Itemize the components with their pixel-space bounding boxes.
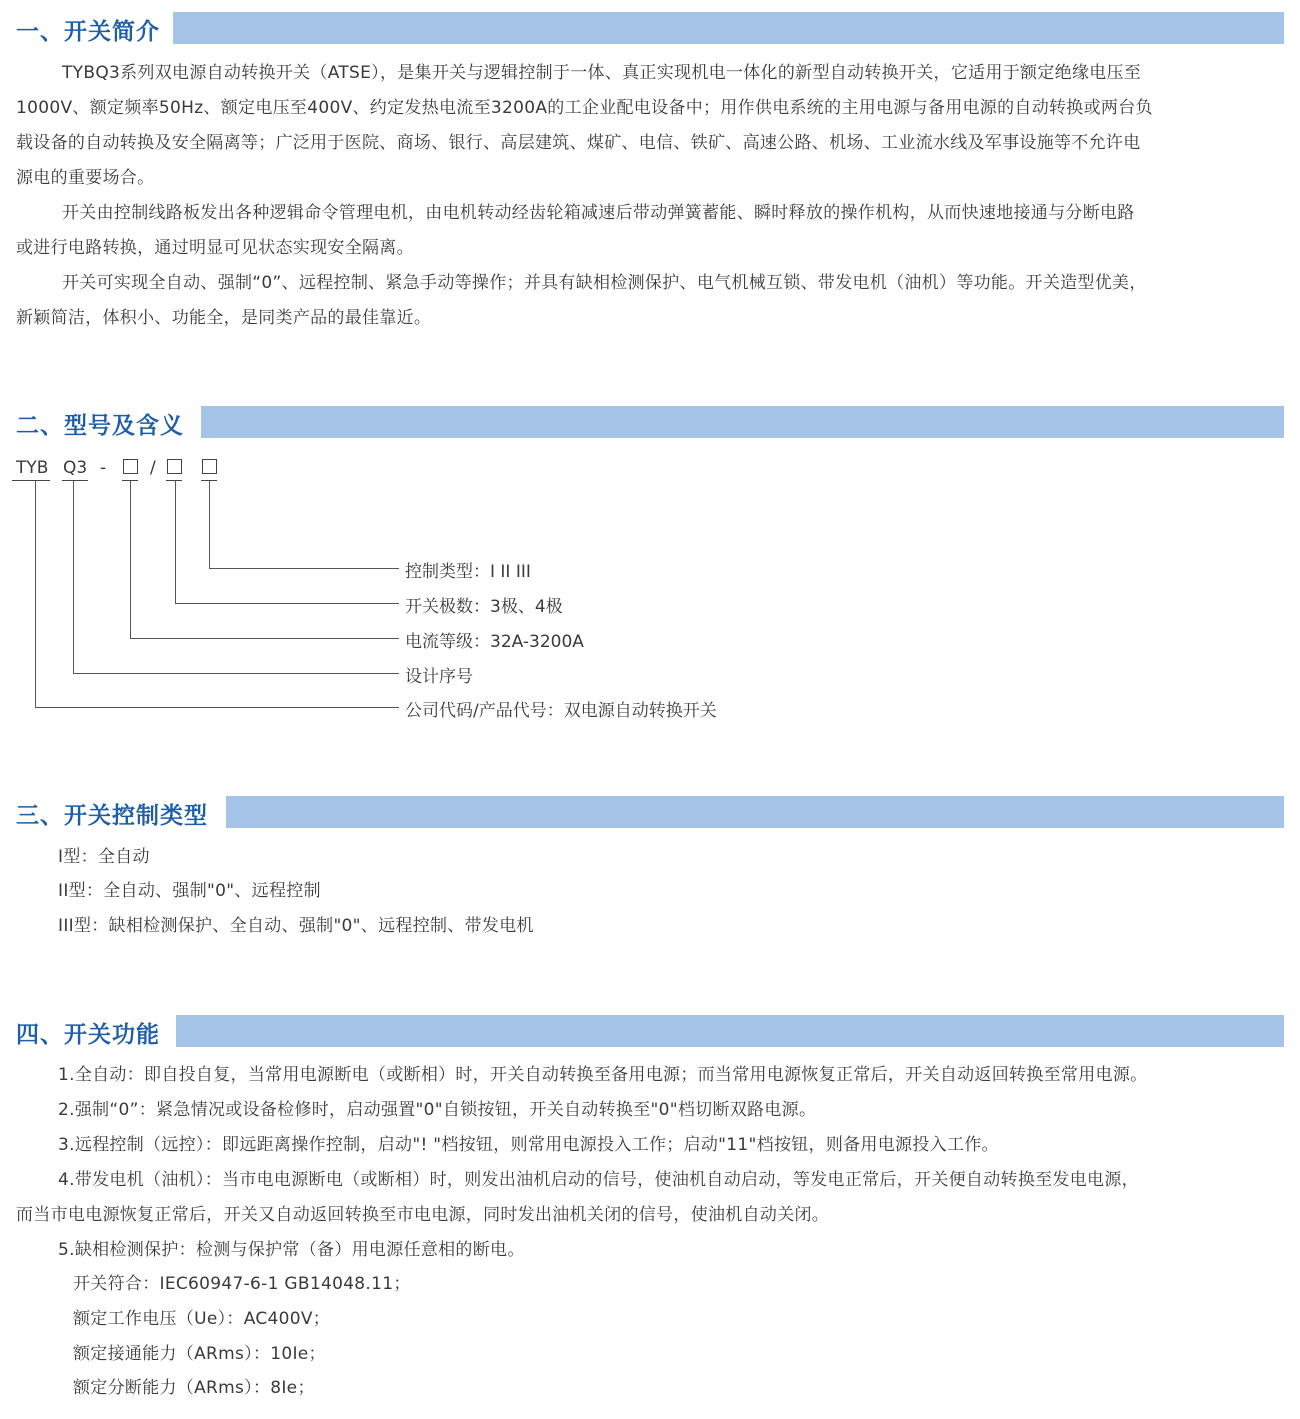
code-prefix: TYB	[16, 458, 49, 478]
code-series: Q3	[63, 458, 88, 478]
function-line: 而当市电电源恢复正常后，开关又自动返回转换至市电电源，同时发出油机关闭的信号，使油机自动关闭。	[16, 1205, 830, 1225]
leader-line	[209, 481, 210, 568]
spec-line: 额定工作电压（Ue）：AC400V；	[73, 1309, 331, 1329]
paragraph-line: 源电的重要场合。	[16, 168, 155, 188]
function-line: 5.缺相检测保护：检测与保护常（备）用电源任意相的断电。	[58, 1240, 525, 1260]
label-poles: 开关极数：3极、4极	[405, 597, 563, 617]
header-bar	[226, 796, 1284, 828]
label-control-type: 控制类型：I II III	[405, 562, 531, 582]
leader-line	[73, 481, 74, 673]
section-header-functions	[16, 1015, 1284, 1049]
model-code-diagram	[0, 450, 800, 730]
header-bar	[201, 406, 1284, 438]
function-line: 3.远程控制（远控）：即远距离操作控制，启动"! "档按钮，则常用电源投入工作；启动"11"档按钮，则备用电源投入工作。	[58, 1135, 999, 1155]
section-title: 四、开关功能	[16, 1021, 160, 1048]
underline	[62, 480, 88, 481]
paragraph-line: 开关可实现全自动、强制“0”、远程控制、紧急手动等操作；并具有缺相检测保护、电气机械互锁、带发电机（油机）等功能。开关造型优美，	[62, 273, 1147, 293]
function-line: 4.带发电机（油机）：当市电电源断电（或断相）时，则发出油机启动的信号，使油机自动启动，等发电正常后，开关便自动转换至发电电源，	[58, 1170, 1139, 1190]
section-title: 二、型号及含义	[16, 412, 184, 439]
function-line: 1.全自动：即自投自复，当常用电源断电（或断相）时，开关自动转换至备用电源；而当常用电源恢复正常后，开关自动返回转换至常用电源。	[58, 1065, 1148, 1085]
leader-line	[175, 481, 176, 603]
label-company-code: 公司代码/产品代号：双电源自动转换开关	[405, 701, 717, 721]
label-current-rating: 电流等级：32A-3200A	[405, 632, 584, 652]
header-bar	[176, 1015, 1284, 1047]
leader-line	[175, 603, 399, 604]
section-header-intro	[16, 12, 1284, 46]
paragraph-line: 载设备的自动转换及安全隔离等；广泛用于医院、商场、银行、高层建筑、煤矿、电信、铁矿、高速公路、机场、工业流水线及军事设施等不允许电	[16, 133, 1141, 153]
section-title: 一、开关简介	[16, 18, 160, 45]
label-design-number: 设计序号	[405, 667, 473, 687]
paragraph-line: 新颖简洁，体积小、功能全，是同类产品的最佳靠近。	[16, 308, 432, 328]
paragraph-line: 或进行电路转换，通过明显可见状态实现安全隔离。	[16, 238, 414, 258]
function-line: 2.强制“0”：紧急情况或设备检修时，启动强置"0"自锁按钮，开关自动转换至"0"档切断双路电源。	[58, 1100, 817, 1120]
section-header-model	[16, 406, 1284, 440]
section-header-control-types	[16, 796, 1284, 830]
code-dash: -	[100, 458, 107, 478]
type-line: I型：全自动	[58, 847, 150, 867]
spec-line: 额定分断能力（ARms）：8Ie；	[73, 1378, 315, 1398]
leader-line	[35, 481, 36, 707]
paragraph-line: 开关由控制线路板发出各种逻辑命令管理电机，由电机转动经齿轮箱减速后带动弹簧蓄能、瞬时释放的操作机构，从而快速地接通与分断电路	[62, 203, 1135, 223]
underline	[166, 480, 182, 481]
spec-line: 额定接通能力（ARms）：10Ie；	[73, 1344, 326, 1364]
spec-line: 开关符合：IEC60947-6-1 GB14048.11；	[73, 1274, 411, 1294]
code-box-poles	[167, 458, 182, 478]
leader-line	[130, 481, 131, 638]
type-line: II型：全自动、强制"0"、远程控制	[58, 881, 321, 901]
leader-line	[130, 638, 399, 639]
type-line: III型：缺相检测保护、全自动、强制"0"、远程控制、带发电机	[58, 916, 534, 936]
code-slash: /	[150, 458, 156, 478]
paragraph-line: TYBQ3系列双电源自动转换开关（ATSE），是集开关与逻辑控制于一体、真正实现机电一体化的新型自动转换开关，它适用于额定绝缘电压至	[62, 63, 1142, 83]
section-title: 三、开关控制类型	[16, 802, 208, 829]
underline	[12, 480, 50, 481]
header-bar	[173, 12, 1284, 44]
paragraph-line: 1000V、额定频率50Hz、额定电压至400V、约定发热电流至3200A的工企业配电设备中；用作供电系统的主用电源与备用电源的自动转换或两台负	[16, 98, 1153, 118]
code-box-type	[202, 458, 217, 478]
leader-line	[209, 568, 399, 569]
leader-line	[35, 707, 399, 708]
leader-line	[73, 673, 399, 674]
code-box-current	[123, 458, 138, 478]
